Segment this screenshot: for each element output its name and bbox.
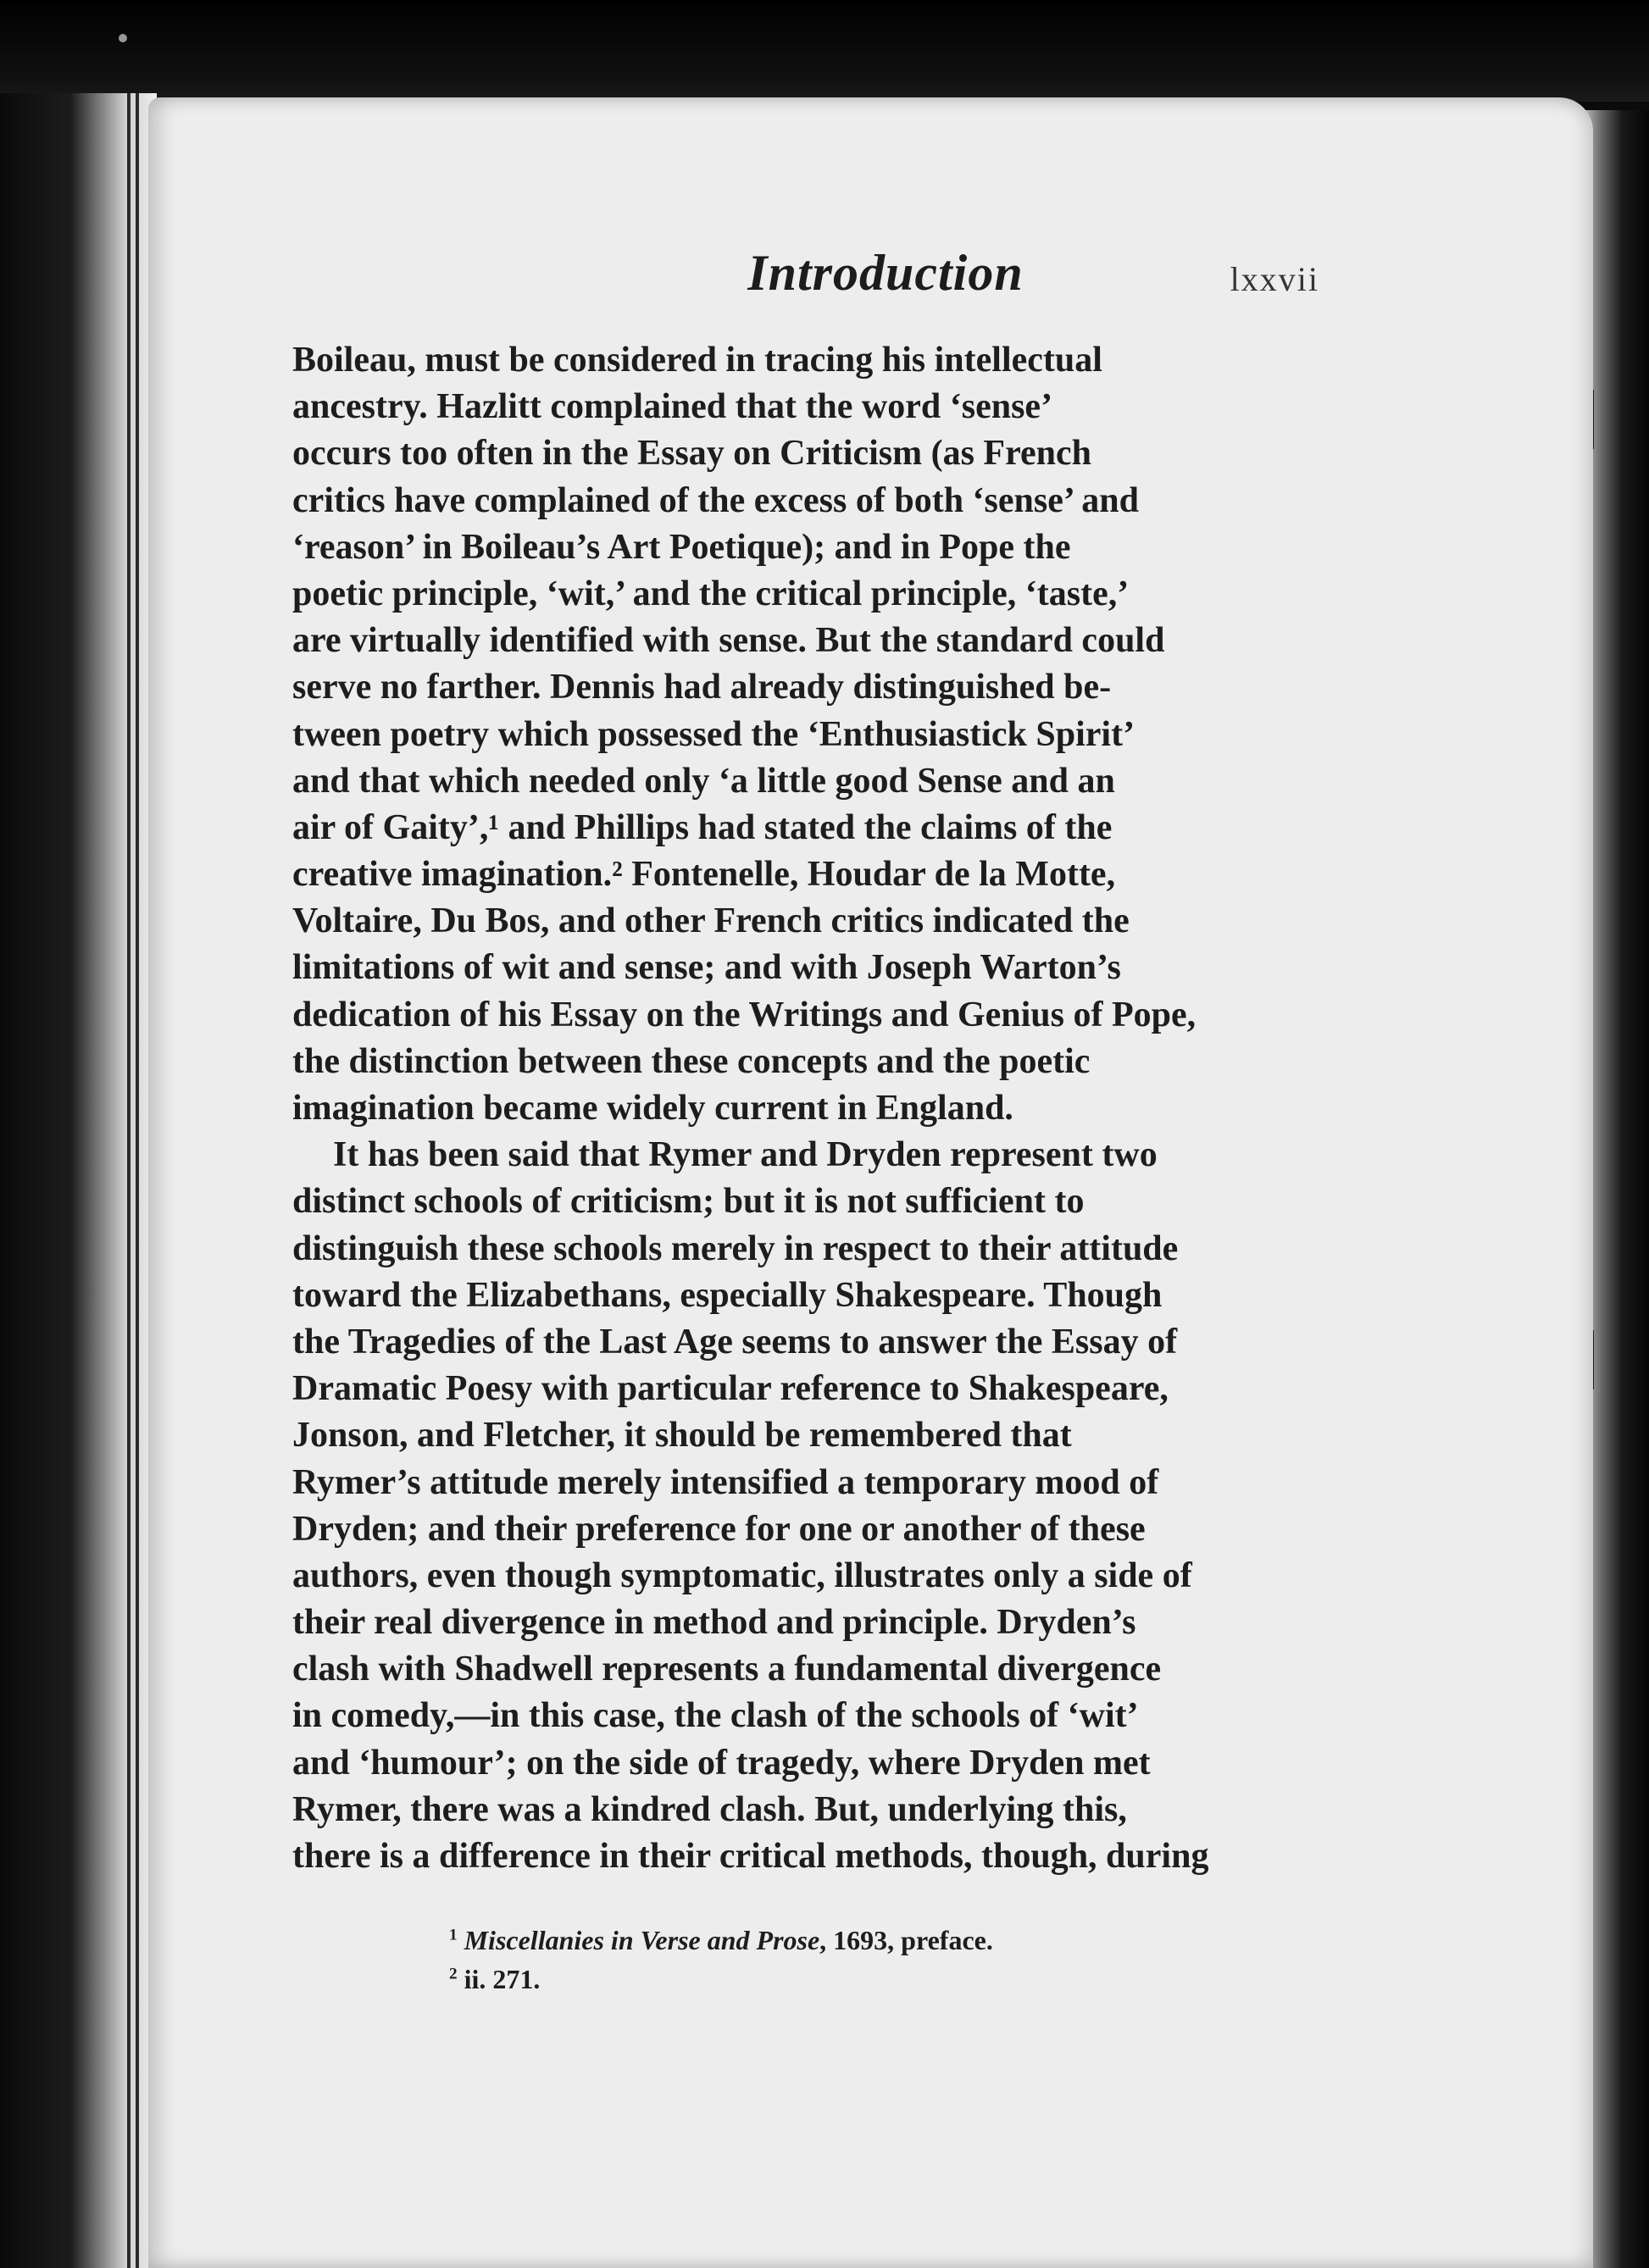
- spine-stripe: [127, 93, 130, 2268]
- text-line: Voltaire, Du Bos, and other French critics indicated the: [292, 901, 1130, 941]
- text-line: in comedy,—in this case, the clash of the schools of ‘wit’: [292, 1696, 1139, 1736]
- running-title: Introduction: [747, 245, 1024, 301]
- text-line: Rymer, there was a kindred clash. But, underlying this,: [292, 1789, 1127, 1829]
- text-line: the distinction between these concepts and the poetic: [292, 1041, 1091, 1081]
- footnotes: [449, 1921, 1212, 1999]
- text-line: tween poetry which possessed the ‘Enthusiastick Spirit’: [292, 714, 1135, 754]
- footnote-title: Miscellanies in Verse and Prose: [464, 1925, 820, 1955]
- book-spine-left: [0, 93, 157, 2268]
- spine-stripe: [136, 93, 139, 2268]
- footnote-2: [449, 1960, 1212, 1999]
- scan-background-top: [0, 0, 1649, 102]
- text-line: distinct schools of criticism; but it is not sufficient to: [292, 1182, 1085, 1222]
- text-line: ancestry. Hazlitt complained that the word ‘sense’: [292, 387, 1053, 427]
- text-line: distinguish these schools merely in respect to their attitude: [292, 1228, 1179, 1268]
- text-line: toward the Elizabethans, especially Shakespeare. Though: [292, 1275, 1163, 1315]
- text-line: and that which needed only ‘a little good Sense and an: [292, 761, 1115, 801]
- footnote-marker: 2: [449, 1965, 458, 1983]
- scan-speck: [119, 34, 127, 42]
- text-line: occurs too often in the Essay on Criticism (as French: [292, 434, 1091, 474]
- text-line: dedication of his Essay on the Writings and Genius of Pope,: [292, 995, 1196, 1034]
- text-line: ‘reason’ in Boileau’s Art Poetique); and in Pope the: [292, 527, 1071, 567]
- text-line: creative imagination.² Fontenelle, Houdar de la Motte,: [292, 855, 1116, 895]
- body-text: [292, 337, 1302, 1880]
- text-line: and ‘humour’; on the side of tragedy, where Dryden met: [292, 1743, 1151, 1783]
- footnote-text: , 1693, preface.: [819, 1925, 993, 1955]
- text-line: Boileau, must be considered in tracing his intellectual: [292, 341, 1102, 380]
- text-line: critics have complained of the excess of both ‘sense’ and: [292, 480, 1139, 520]
- text-line: poetic principle, ‘wit,’ and the critical principle, ‘taste,’: [292, 574, 1130, 613]
- text-line: serve no farther. Dennis had already distinguished be-: [292, 668, 1112, 707]
- text-line: Rymer’s attitude merely intensified a temporary mood of: [292, 1462, 1159, 1502]
- text-line: the Tragedies of the Last Age seems to answer the Essay of: [292, 1322, 1178, 1361]
- text-line: their real divergence in method and principle. Dryden’s: [292, 1603, 1136, 1643]
- text-line: air of Gaity’,¹ and Phillips had stated the claims of the: [292, 807, 1113, 847]
- running-head: [148, 244, 1593, 312]
- text-line: Dramatic Poesy with particular reference to Shakespeare,: [292, 1369, 1169, 1409]
- text-line: Dryden; and their preference for one or another of these: [292, 1509, 1146, 1549]
- footnote-1: [449, 1921, 1212, 1960]
- paragraph-start-line: It has been said that Rymer and Dryden represent two: [333, 1135, 1158, 1175]
- text-line: clash with Shadwell represents a fundamental divergence: [292, 1650, 1162, 1689]
- text-line: there is a difference in their critical methods, though, during: [292, 1837, 1209, 1876]
- text-line: imagination became widely current in England.: [292, 1089, 1013, 1128]
- text-line: Jonson, and Fletcher, it should be remembered that: [292, 1416, 1072, 1456]
- text-line: are virtually identified with sense. But the standard could: [292, 621, 1165, 661]
- page-number: lxxvii: [1230, 260, 1319, 298]
- text-line: authors, even though symptomatic, illustrates only a side of: [292, 1555, 1192, 1595]
- footnote-text: ii. 271.: [464, 1964, 541, 1994]
- footnote-marker: 1: [449, 1926, 458, 1944]
- text-line: limitations of wit and sense; and with Joseph Warton’s: [292, 948, 1121, 988]
